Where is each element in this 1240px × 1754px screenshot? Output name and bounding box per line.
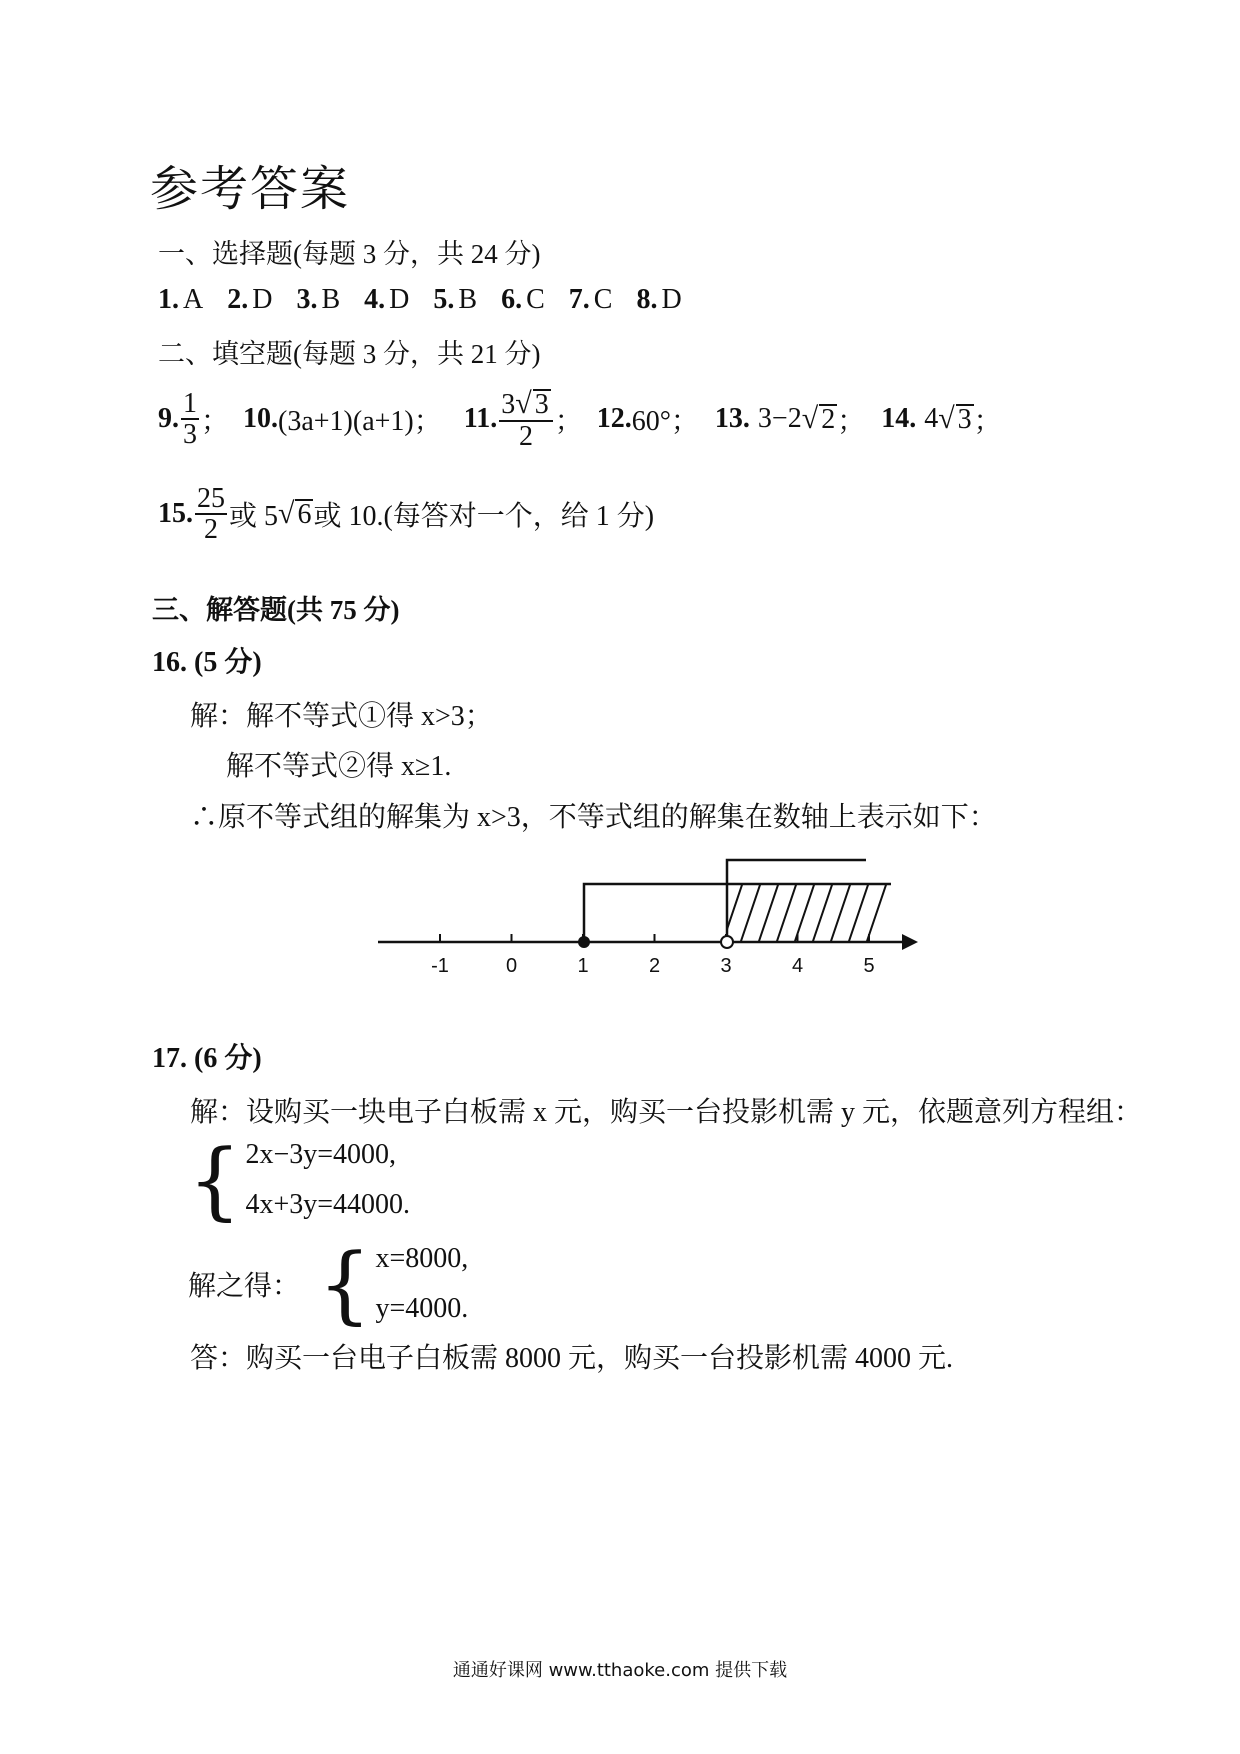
q13-number: 13. <box>714 403 750 435</box>
q15-radicand: 6 <box>297 499 312 531</box>
q14-pre: 4 <box>924 403 939 435</box>
choice-number: 2. <box>227 284 249 315</box>
section3-heading: 三、解答题(共 75 分) <box>152 595 400 625</box>
open-point-x3 <box>721 936 733 948</box>
choice-number: 4. <box>364 284 386 315</box>
section1-heading: 一、选择题(每题 3 分，共 24 分) <box>158 239 541 269</box>
sqrt-sign-icon: √ <box>515 387 532 420</box>
q15-number: 15. <box>158 498 193 530</box>
q13-sep: ； <box>837 406 866 438</box>
q12-answer: 60°； <box>631 406 699 438</box>
choice-answer: C <box>593 284 613 315</box>
axis-tick-label: 5 <box>863 955 875 977</box>
q9-number: 9. <box>158 403 179 435</box>
q9-sep: ； <box>201 406 230 438</box>
q14-sep: ； <box>973 406 1002 438</box>
q12-number: 12. <box>596 403 632 435</box>
solid-point-x1 <box>578 936 590 948</box>
choice-number: 8. <box>636 284 658 315</box>
section2-heading: 二、填空题(每题 3 分，共 21 分) <box>158 339 541 369</box>
q13-radicand: 2 <box>821 404 836 436</box>
choice-number: 7. <box>568 284 590 315</box>
axis-tick-label: 4 <box>791 955 804 977</box>
solution-label: 解之得： <box>188 1271 301 1302</box>
axis-tick-label: 2 <box>648 955 661 977</box>
equation-2: 4x+3y=44000. <box>245 1189 411 1220</box>
page-title: 参考答案 <box>150 161 351 217</box>
q11-coef: 3 <box>501 389 516 420</box>
q17-heading: 17. (6 分) <box>152 1043 262 1074</box>
sqrt-sign-icon: √ <box>801 402 819 436</box>
q9-denominator: 3 <box>183 419 197 451</box>
axis-tick-label: 3 <box>720 955 732 977</box>
choice-answer: D <box>661 284 682 315</box>
q16-line1: 解：解不等式①得 x>3； <box>190 701 493 732</box>
q11-radicand: 3 <box>534 389 549 420</box>
q9-numerator: 1 <box>183 388 197 420</box>
choice-number: 5. <box>433 284 455 315</box>
solution-x: x=8000, <box>375 1243 469 1274</box>
axis-arrow-icon <box>902 934 918 950</box>
q15-tail: 或 10.(每答对一个，给 1 分) <box>313 501 655 533</box>
q10-number: 10. <box>243 403 279 435</box>
q11-sep: ； <box>554 406 583 438</box>
q11-number: 11. <box>463 403 498 435</box>
bracket-x-ge-1 <box>584 884 891 942</box>
axis-tick-label: 1 <box>577 955 589 977</box>
choice-number: 6. <box>501 284 523 315</box>
choice-number: 1. <box>158 284 179 315</box>
choice-answer: A <box>183 284 204 315</box>
axis-tick-label: 0 <box>505 955 518 977</box>
q17-line1: 解：设购买一块电子白板需 x 元，购买一台投影机需 y 元，依题意列方程组： <box>190 1097 1143 1128</box>
q17-answer: 答：购买一台电子白板需 8000 元，购买一台投影机需 4000 元. <box>190 1343 954 1374</box>
choice-answer: B <box>321 284 341 315</box>
sqrt-sign-icon: √ <box>938 402 955 436</box>
q15-denominator: 2 <box>204 514 218 546</box>
q16-line2: 解不等式②得 x≥1. <box>226 751 452 782</box>
left-brace-icon: { <box>318 1235 372 1333</box>
solution-system <box>188 1234 468 1334</box>
left-brace-icon: { <box>188 1131 242 1229</box>
solution-y: y=4000. <box>375 1293 469 1324</box>
q13-pre: 3−2 <box>757 403 802 435</box>
q16-line3: ∴原不等式组的解集为 x>3，不等式组的解集在数轴上表示如下： <box>190 802 997 833</box>
choice-answer: D <box>252 284 273 315</box>
choice-answer: B <box>458 284 478 315</box>
equation-1: 2x−3y=4000, <box>245 1139 397 1170</box>
choice-number: 3. <box>296 284 318 315</box>
number-line <box>378 860 918 977</box>
equation-system <box>188 1130 410 1230</box>
q14-number: 14. <box>881 403 917 435</box>
q15-numerator: 25 <box>197 483 225 514</box>
choice-answer: C <box>526 284 545 315</box>
q15-mid: 或 5 <box>229 501 279 533</box>
q14-radicand: 3 <box>957 404 972 436</box>
sqrt-sign-icon: √ <box>278 497 295 531</box>
q10-answer: (3a+1)(a+1)； <box>278 406 442 438</box>
footer-credit: 通通好课网 www.tthaoke.com 提供下载 <box>452 1660 788 1681</box>
q11-denominator: 2 <box>518 420 533 452</box>
solution-hatching <box>720 876 889 950</box>
choice-answer: D <box>389 284 410 315</box>
axis-tick-label: -1 <box>431 955 449 977</box>
q16-heading: 16. (5 分) <box>152 647 262 678</box>
